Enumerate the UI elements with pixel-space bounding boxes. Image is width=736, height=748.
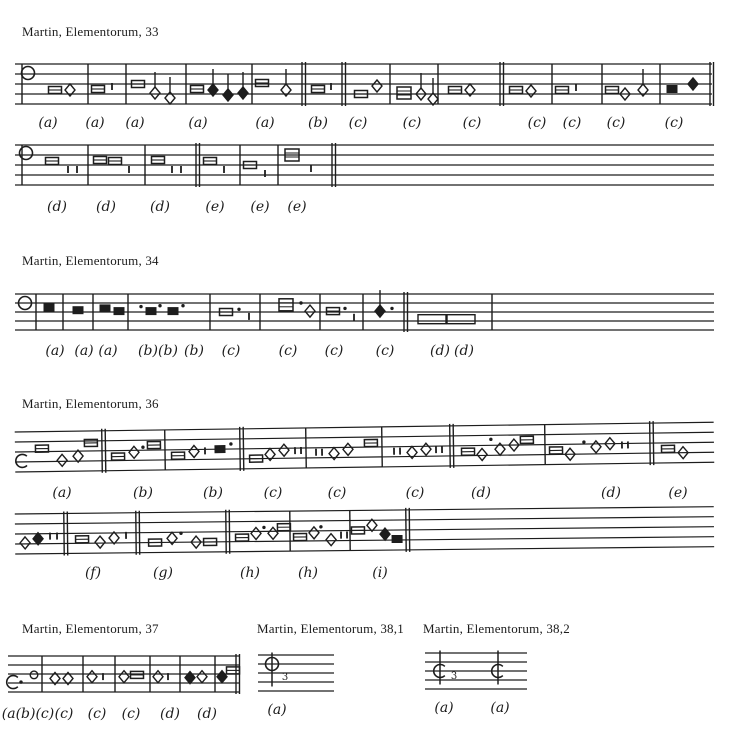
variant-label: (g) <box>153 565 173 581</box>
variant-label: (e) <box>668 485 688 501</box>
section-title-38-1: Martin, Elementorum, 38,1 <box>257 621 404 636</box>
variant-label: (a) <box>85 115 105 131</box>
variant-label: (b) <box>203 485 223 501</box>
variant-label: (a) <box>98 343 118 359</box>
variant-label: (e) <box>205 199 225 215</box>
variant-label: (c) <box>327 485 347 501</box>
variant-label: (a) <box>255 115 275 131</box>
variant-label: (c) <box>324 343 344 359</box>
svg-text:3: 3 <box>281 672 289 684</box>
variant-label: (c) <box>606 115 626 131</box>
variant-label: (d) <box>471 485 491 501</box>
variant-label: (c) <box>54 706 74 722</box>
variant-label: (c) <box>462 115 482 131</box>
variant-label: (a) <box>188 115 208 131</box>
variant-label: (c) <box>278 343 298 359</box>
variant-label: (a) <box>45 343 65 359</box>
variant-label: (h) <box>298 565 318 581</box>
staff-ex37 <box>7 654 240 694</box>
variant-label: (b) <box>184 343 204 359</box>
section-title-36: Martin, Elementorum, 36 <box>22 396 159 411</box>
variant-label: (d) <box>47 199 67 215</box>
variant-label: (d) <box>197 706 217 722</box>
variant-label: (h) <box>240 565 260 581</box>
section-title-33: Martin, Elementorum, 33 <box>22 24 159 39</box>
variant-label: (c) <box>562 115 582 131</box>
variant-label: (a) <box>52 485 72 501</box>
variant-label: (c) <box>664 115 684 131</box>
variant-label: (d) <box>160 706 180 722</box>
variant-label: (d) <box>430 343 450 359</box>
variant-label: (c) <box>221 343 241 359</box>
variant-label: (d) <box>454 343 474 359</box>
variant-label: (d) <box>601 485 621 501</box>
variant-label: (d) <box>96 199 116 215</box>
staff-ex33-line2 <box>15 143 714 187</box>
variant-label: (b) <box>133 485 153 501</box>
variant-label: (c) <box>348 115 368 131</box>
variant-label: (c) <box>375 343 395 359</box>
staff-ex33-line1 <box>15 62 714 106</box>
variant-label: (a) <box>38 115 58 131</box>
variant-label: (c) <box>263 485 283 501</box>
variant-label: (a(b)(c) <box>1 706 55 722</box>
variant-label: (c) <box>405 485 425 501</box>
variant-label: (c) <box>402 115 422 131</box>
variant-label: (a) <box>490 700 510 716</box>
staff-ex36-line1 <box>15 420 715 474</box>
variant-label: (b) <box>158 343 178 359</box>
variant-label: (b) <box>138 343 158 359</box>
variant-label: (e) <box>287 199 307 215</box>
variant-label: (d) <box>150 199 170 215</box>
variant-label: (e) <box>250 199 270 215</box>
variant-label: (a) <box>434 700 454 716</box>
variant-label: (c) <box>121 706 141 722</box>
section-title-38-2: Martin, Elementorum, 38,2 <box>423 621 570 636</box>
section-title-34: Martin, Elementorum, 34 <box>22 253 159 268</box>
svg-text:3: 3 <box>450 671 458 682</box>
staff-ex38-2 <box>425 651 527 690</box>
variant-label: (c) <box>527 115 547 131</box>
variant-label: (a) <box>74 343 94 359</box>
variant-label: (f) <box>84 565 102 581</box>
variant-label: (a) <box>125 115 145 131</box>
staff-ex38-1 <box>258 653 334 692</box>
variant-label: (b) <box>308 115 328 131</box>
section-title-37: Martin, Elementorum, 37 <box>22 621 159 636</box>
variant-label: (c) <box>87 706 107 722</box>
staff-ex36-line2 <box>15 505 714 556</box>
staff-ex34 <box>15 290 714 332</box>
variant-label: (i) <box>372 565 388 581</box>
variant-label: (a) <box>267 702 287 718</box>
